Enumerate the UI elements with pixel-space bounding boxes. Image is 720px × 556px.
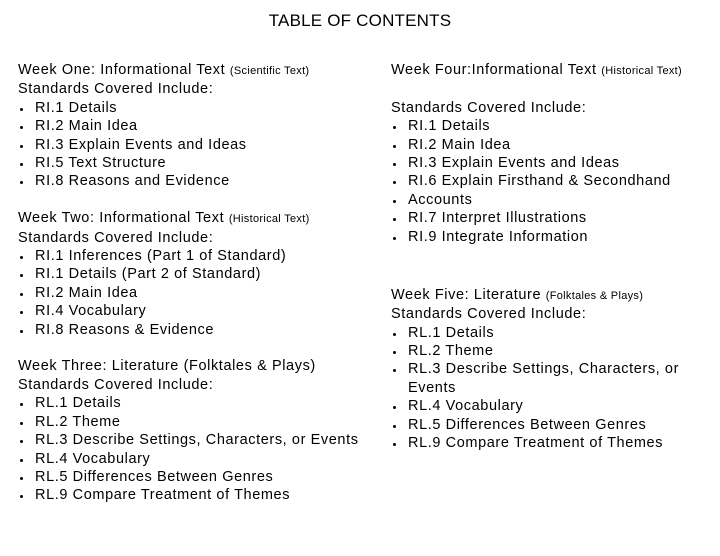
week-subtitle: (Historical Text) [601, 65, 682, 77]
list-item: RL.4 Vocabulary [18, 450, 388, 468]
week-four-section [391, 61, 716, 246]
week-heading [391, 61, 716, 80]
left-column [18, 61, 388, 505]
list-item: RI.6 Explain Firsthand & Secondhand [391, 172, 716, 190]
list-item: RI.3 Explain Events and Ideas [391, 154, 716, 172]
list-item: RL.1 Details [18, 394, 388, 412]
right-column [391, 61, 716, 452]
week-one-section [18, 61, 388, 191]
list-item: RL.2 Theme [391, 342, 716, 360]
list-item: RI.8 Reasons & Evidence [18, 321, 388, 339]
week-title: Week One: Informational Text [18, 62, 226, 78]
week-subtitle: (Folktales & Plays) [545, 289, 644, 302]
list-item: RI.4 Vocabulary [18, 302, 388, 320]
week-title: Week Two: Informational Text [18, 210, 225, 227]
week-title: Week Three: Literature (Folktales & Plays) [18, 358, 316, 375]
list-item: RI.9 Integrate Information [391, 228, 716, 246]
list-item: RL.9 Compare Treatment of Themes [391, 434, 716, 452]
page-title: TABLE OF CONTENTS [268, 11, 452, 30]
list-item: RI.5 Text Structure [18, 154, 388, 172]
list-item: RL.9 Compare Treatment of Themes [18, 486, 388, 504]
week-subtitle: (Historical Text) [228, 213, 310, 226]
list-item: RI.1 Details [18, 99, 388, 117]
week-heading [18, 209, 388, 228]
list-item: RL.1 Details [391, 324, 716, 342]
week-heading [18, 357, 388, 375]
list-item: RI.3 Explain Events and Ideas [18, 136, 388, 154]
list-item: Accounts [391, 191, 716, 209]
week-heading [391, 286, 716, 305]
week-title: Week Four:Informational Text [391, 62, 597, 78]
standards-list [18, 394, 388, 504]
list-item: RI.7 Interpret Illustrations [391, 209, 716, 227]
standards-label: Standards Covered Include: [18, 229, 214, 246]
list-item: RL.4 Vocabulary [391, 397, 716, 415]
list-item: RI.1 Details [391, 117, 716, 135]
list-item: RI.2 Main Idea [391, 136, 716, 154]
standards-list [391, 324, 716, 453]
standards-label: Standards Covered Include: [391, 99, 587, 116]
list-item-continuation: Events [408, 379, 456, 396]
list-item: RI.2 Main Idea [18, 284, 388, 302]
week-two-section [18, 209, 388, 339]
standards-list [391, 117, 716, 246]
standards-label: Standards Covered Include: [391, 306, 587, 323]
list-item: RL.3 Describe Settings, Characters, or [391, 360, 716, 378]
standards-label: Standards Covered Include: [18, 81, 214, 98]
week-five-section [391, 286, 716, 453]
standards-list [18, 99, 388, 191]
week-subtitle: (Scientific Text) [229, 65, 310, 77]
list-item: RI.1 Details (Part 2 of Standard) [18, 265, 388, 283]
list-item: RI.2 Main Idea [18, 117, 388, 135]
list-item: RL.5 Differences Between Genres [391, 416, 716, 434]
list-item: RL.2 Theme [18, 413, 388, 431]
week-three-section [18, 357, 388, 504]
standards-list [18, 247, 388, 339]
list-item: RI.1 Inferences (Part 1 of Standard) [18, 247, 388, 265]
list-item: RL.3 Describe Settings, Characters, or Events [18, 431, 388, 449]
list-item: RL.5 Differences Between Genres [18, 468, 388, 486]
week-title: Week Five: Literature [391, 286, 542, 303]
list-item: RI.8 Reasons and Evidence [18, 172, 388, 190]
week-heading [18, 61, 388, 80]
standards-label: Standards Covered Include: [18, 376, 214, 393]
